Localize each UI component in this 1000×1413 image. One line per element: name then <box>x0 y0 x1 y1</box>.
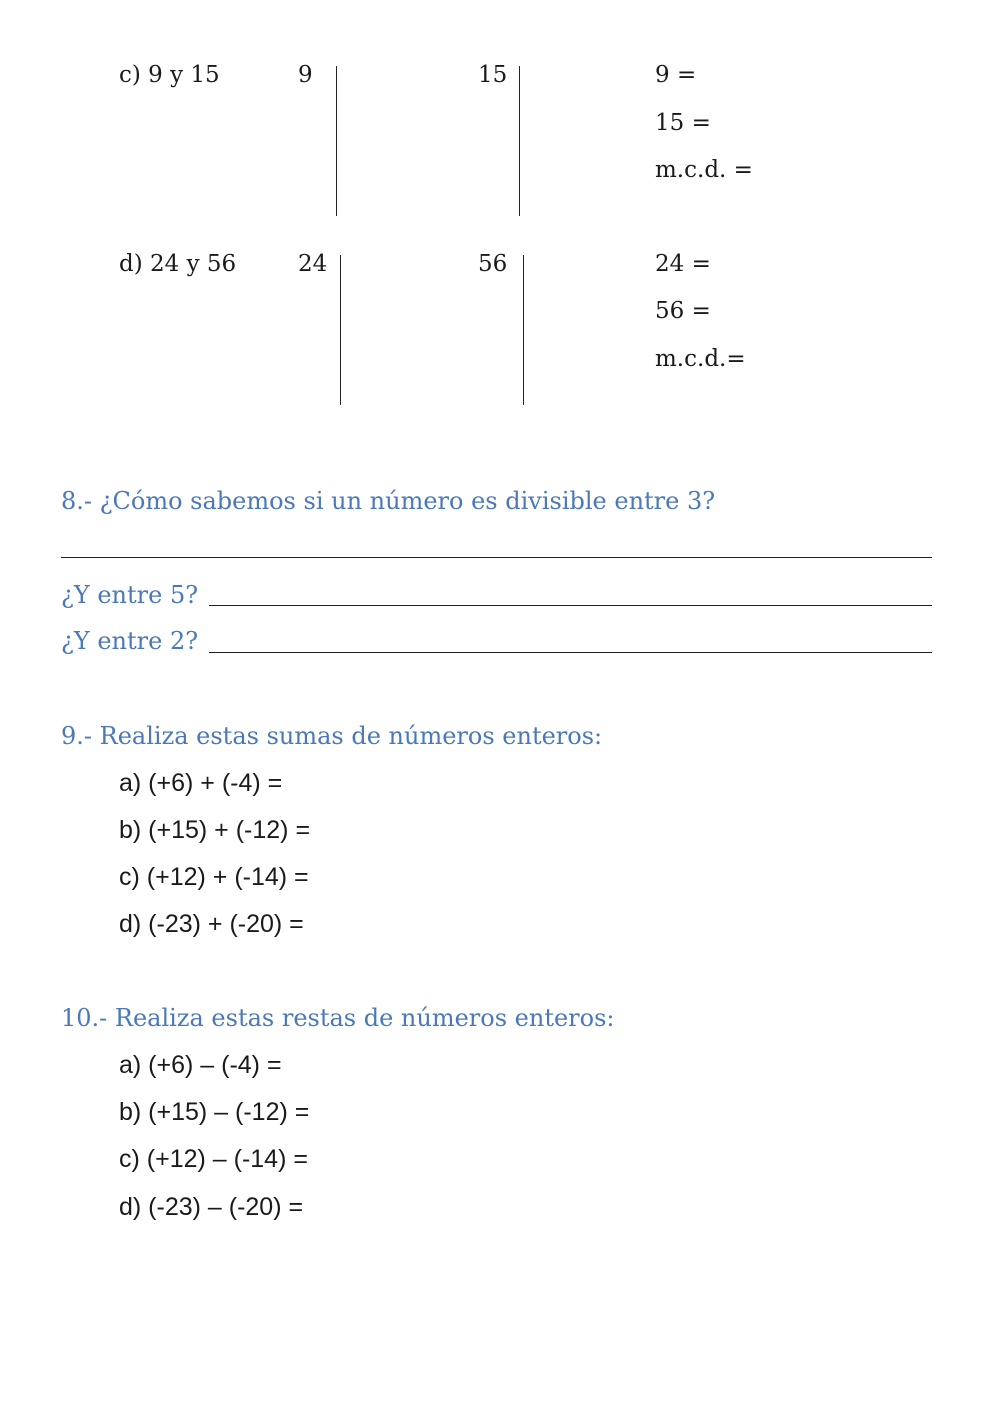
division-line <box>519 66 520 216</box>
question-9-title: 9.- Realiza estas sumas de números enteros: <box>61 722 603 750</box>
question-8-sub5: ¿Y entre 5? <box>61 581 199 609</box>
sum-item: b) (+15) + (-12) = <box>119 816 311 844</box>
problem-d-label: d) 24 y 56 <box>119 251 237 277</box>
question-10-title: 10.- Realiza estas restas de números enteros: <box>61 1004 615 1032</box>
subtraction-item: c) (+12) – (-14) = <box>119 1145 308 1173</box>
problem-d-num2: 56 <box>478 251 508 277</box>
problem-c-num1: 9 <box>298 62 313 88</box>
problem-c-num2: 15 <box>478 62 508 88</box>
problem-d-num1: 24 <box>298 251 328 277</box>
subtraction-item: a) (+6) – (-4) = <box>119 1051 282 1079</box>
answer-line[interactable] <box>209 605 932 606</box>
subtraction-item: b) (+15) – (-12) = <box>119 1098 310 1126</box>
sum-item: c) (+12) + (-14) = <box>119 863 309 891</box>
problem-c-result: m.c.d. = <box>655 157 753 183</box>
problem-c-eq1: 9 = <box>655 62 697 88</box>
division-line <box>523 255 524 405</box>
question-8-sub2: ¿Y entre 2? <box>61 627 199 655</box>
sum-item: a) (+6) + (-4) = <box>119 769 283 797</box>
sum-item: d) (-23) + (-20) = <box>119 910 304 938</box>
subtraction-item: d) (-23) – (-20) = <box>119 1193 304 1221</box>
answer-line[interactable] <box>209 652 932 653</box>
problem-d-eq2: 56 = <box>655 298 711 324</box>
problem-d-eq1: 24 = <box>655 251 711 277</box>
answer-line[interactable] <box>61 557 932 558</box>
question-8-title: 8.- ¿Cómo sabemos si un número es divisible entre 3? <box>61 487 716 515</box>
problem-c-label: c) 9 y 15 <box>119 62 220 88</box>
problem-c-eq2: 15 = <box>655 110 711 136</box>
division-line <box>340 255 341 405</box>
problem-d-result: m.c.d.= <box>655 346 746 372</box>
division-line <box>336 66 337 216</box>
